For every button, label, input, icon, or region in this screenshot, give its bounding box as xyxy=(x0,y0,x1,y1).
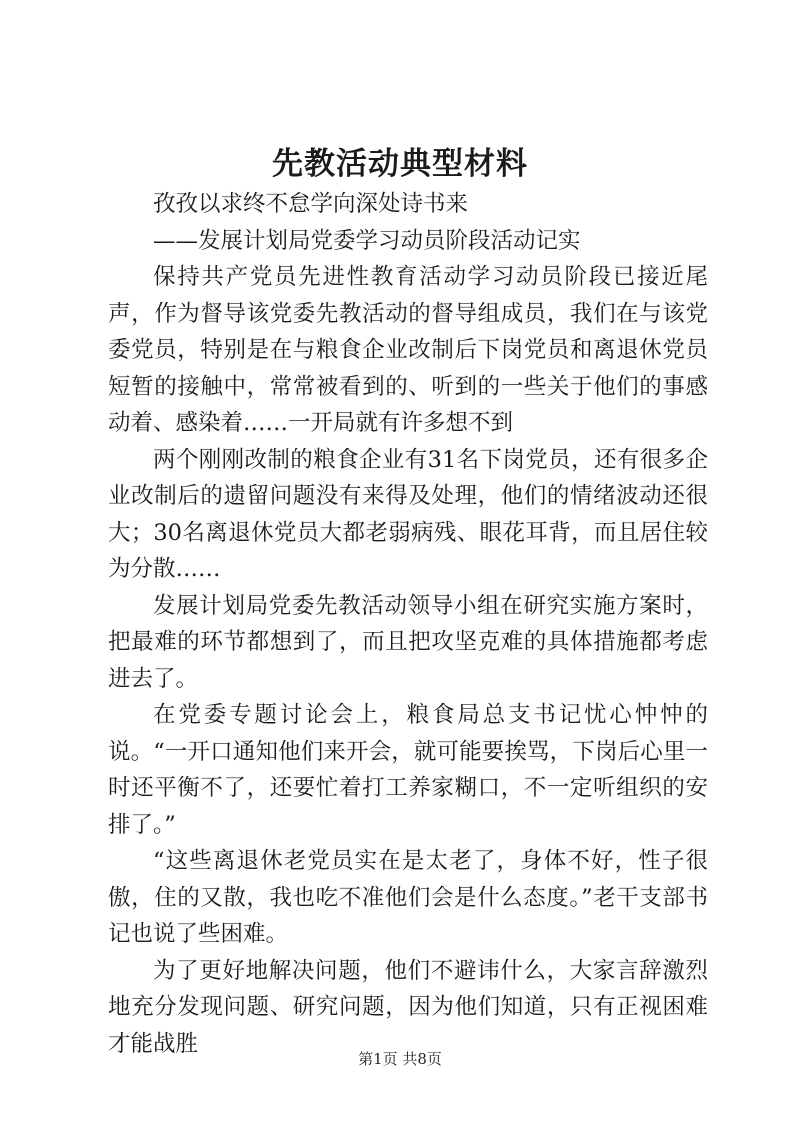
paragraph: “这些离退休老党员实在是太老了，身体不好，性子很傲，住的又散，我也吃不准他们会是什么态度。”老干支部书记也说了些困难。 xyxy=(108,848,708,947)
document-title: 先教活动典型材料 xyxy=(272,146,528,182)
document-body xyxy=(108,186,708,1062)
paragraph-heading-line: 孜孜以求终不怠学向深处诗书来 xyxy=(153,191,469,217)
paragraph: 两个刚刚改制的粮食企业有31名下岗党员，还有很多企业改制后的遗留问题没有来得及处理，他们的情绪波动还很大；30名离退休党员大都老弱病残、眼花耳背，而且居住较为分散…… xyxy=(108,446,708,582)
paragraph: 在党委专题讨论会上，粮食局总支书记忧心忡忡的说。“一开口通知他们来开会，就可能要挨骂，下岗后心里一时还平衡不了，还要忙着打工养家糊口，不一定听组织的安排了。” xyxy=(108,702,708,838)
paragraph: 保持共产党员先进性教育活动学习动员阶段已接近尾声，作为督导该党委先教活动的督导组成员，我们在与该党委党员，特别是在与粮食企业改制后下岗党员和离退休党员短暂的接触中，常常被看到的、听到的一些关于他们的事感动着、感染着……一开局就有许多想不到 xyxy=(108,264,708,436)
paragraph: 为了更好地解决问题，他们不避讳什么，大家言辞激烈地充分发现问题、研究问题，因为他们知道，只有正视困难才能战胜 xyxy=(108,957,708,1057)
paragraph-subtitle: ——发展计划局党委学习动员阶段活动记实 xyxy=(153,227,581,254)
paragraph: 发展计划局党委先教活动领导小组在研究实施方案时，把最难的环节都想到了，而且把攻坚克难的具体措施都考虑进去了。 xyxy=(108,592,708,692)
page-footer: 第1页 共8页 xyxy=(358,1050,442,1068)
